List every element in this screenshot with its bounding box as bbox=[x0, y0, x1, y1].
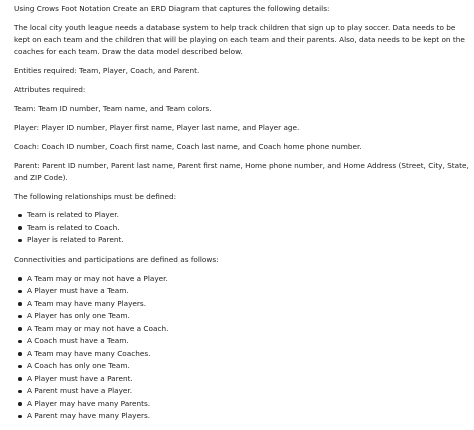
list-item bbox=[14, 273, 470, 286]
bullet-icon bbox=[18, 340, 22, 344]
spacer bbox=[14, 77, 470, 84]
bullet-icon bbox=[18, 277, 22, 281]
list-item-text: A Coach has only one Team. bbox=[27, 361, 130, 370]
list-item-text: A Parent may have many Players. bbox=[27, 411, 151, 420]
list-item-text: A Parent must have a Player. bbox=[27, 386, 133, 395]
bullet-icon bbox=[18, 377, 22, 381]
bullet-icon bbox=[18, 352, 22, 356]
list-item-text: Player is related to Parent. bbox=[27, 235, 124, 244]
list-item bbox=[14, 323, 470, 336]
bullet-icon bbox=[18, 327, 22, 331]
list-item-text: A Team may have many Coaches. bbox=[27, 348, 151, 358]
attribute-parent: Parent: Parent ID number, Parent last name, Parent first name, Home phone number, and Home Address (Street, City, State, and ZIP Code). bbox=[14, 160, 469, 182]
relationships-header: The following relationships must be defined: bbox=[14, 191, 177, 201]
list-item bbox=[14, 398, 470, 411]
list-item bbox=[14, 234, 470, 247]
bullet-icon bbox=[18, 402, 22, 406]
bullet-icon bbox=[18, 226, 22, 230]
list-item-text: A Player may have many Parents. bbox=[27, 398, 151, 408]
bullet-icon bbox=[18, 315, 22, 319]
list-item bbox=[14, 410, 470, 423]
list-item-text: A Coach must have a Team. bbox=[27, 336, 129, 345]
list-item bbox=[14, 222, 470, 235]
relationships-list bbox=[14, 209, 470, 247]
list-item-text: A Player has only one Team. bbox=[27, 311, 130, 320]
spacer bbox=[14, 247, 470, 254]
list-item bbox=[14, 385, 470, 398]
list-item-text: A Team may or may not have a Coach. bbox=[27, 323, 169, 333]
attribute-player: Player: Player ID number, Player first name, Player last name, and Player age. bbox=[14, 122, 300, 132]
bullet-icon bbox=[18, 239, 22, 243]
list-item bbox=[14, 298, 470, 311]
list-item-text: A Team may have many Players. bbox=[27, 298, 147, 308]
list-item bbox=[14, 373, 470, 386]
spacer bbox=[14, 266, 470, 273]
attributes-header: Attributes required: bbox=[14, 84, 86, 94]
intro-text: Using Crows Foot Notation Create an ERD Diagram that captures the following details: bbox=[14, 4, 330, 13]
attribute-coach: Coach: Coach ID number, Coach first name, Coach last name, and Coach home phone number. bbox=[14, 141, 362, 151]
list-item bbox=[14, 310, 470, 323]
list-item-text: A Player must have a Team. bbox=[27, 286, 129, 295]
spacer bbox=[14, 134, 470, 141]
bullet-icon bbox=[18, 415, 22, 419]
attribute-team: Team: Team ID number, Team name, and Team colors. bbox=[14, 103, 212, 113]
list-item bbox=[14, 285, 470, 298]
list-item-text: Team is related to Coach. bbox=[27, 222, 120, 232]
list-item bbox=[14, 209, 470, 222]
list-item-text: A Player must have a Parent. bbox=[27, 373, 133, 383]
bullet-icon bbox=[18, 390, 22, 394]
list-item bbox=[14, 348, 470, 361]
spacer bbox=[14, 153, 470, 160]
connectivities-list bbox=[14, 273, 470, 423]
spacer bbox=[14, 115, 470, 122]
bullet-icon bbox=[18, 290, 22, 294]
spacer bbox=[14, 58, 470, 65]
bullet-icon bbox=[18, 302, 22, 306]
bullet-icon bbox=[18, 365, 22, 369]
list-item-text: Team is related to Player. bbox=[27, 210, 119, 219]
spacer bbox=[14, 184, 470, 191]
bullet-icon bbox=[18, 214, 22, 218]
list-item-text: A Team may or may not have a Player. bbox=[27, 273, 168, 283]
description-text: The local city youth league needs a database system to help track children that sign up to play soccer. Data needs to be kept on each team and the children that will be playing on each team and their parents. Also, data needs to be kept on the coaches for each team. Draw the data model described below. bbox=[14, 22, 465, 56]
entities-text: Entities required: Team, Player, Coach, and Parent. bbox=[14, 65, 200, 75]
connectivities-header: Connectivities and participations are defined as follows: bbox=[14, 254, 219, 264]
list-item bbox=[14, 335, 470, 348]
assignment-document bbox=[14, 3, 470, 423]
list-item bbox=[14, 360, 470, 373]
spacer bbox=[14, 96, 470, 103]
